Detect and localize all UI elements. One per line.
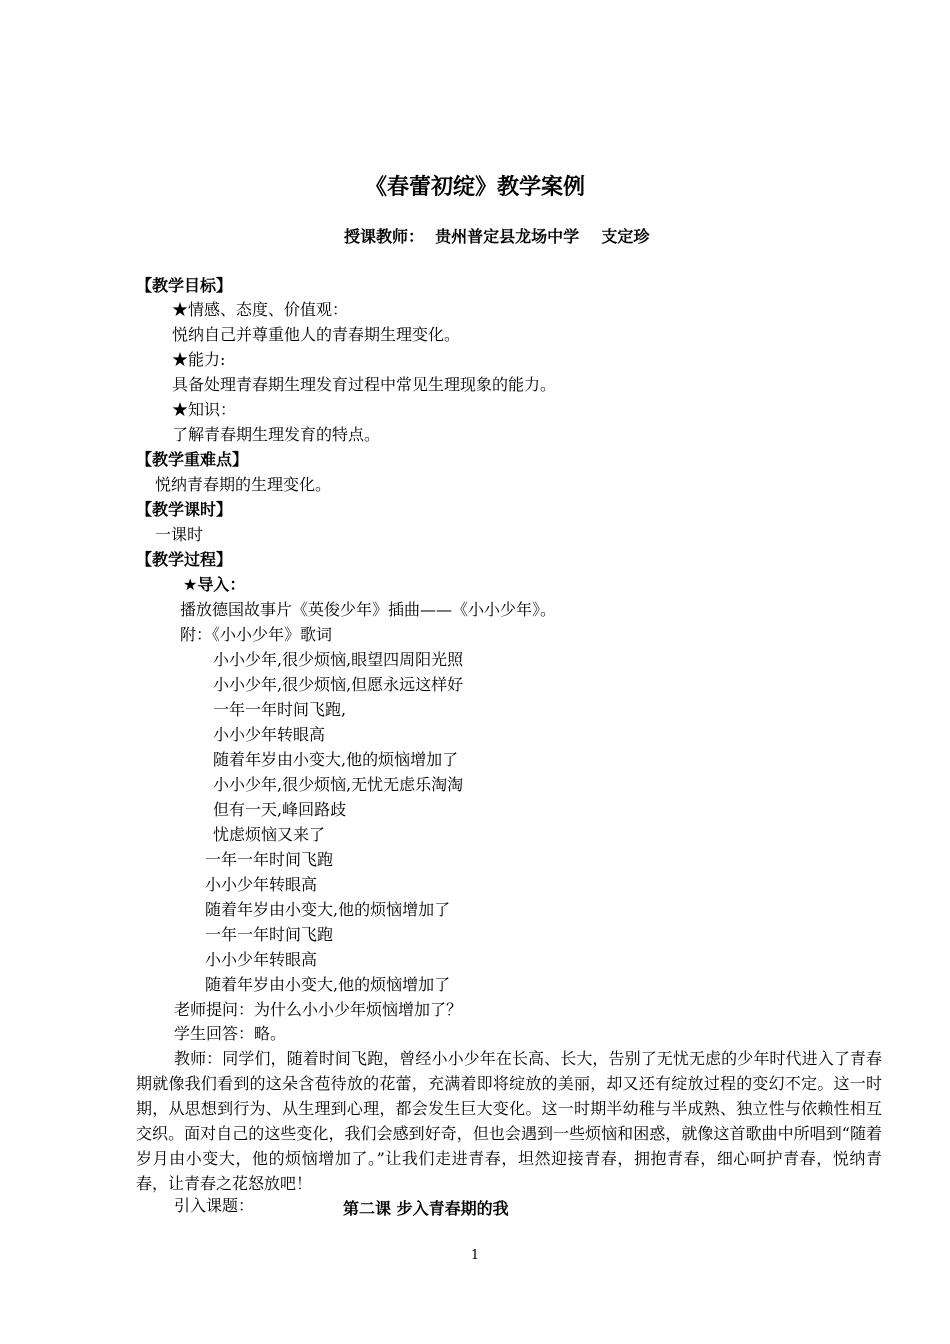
lyric-line: 忧虑烦恼又来了 <box>213 825 326 844</box>
goal-knowledge-label: ★知识： <box>172 400 237 419</box>
student-answer: 学生回答：略。 <box>174 1024 287 1043</box>
keypoint-header: 【教学重难点】 <box>136 450 249 469</box>
lyric-line: 一年一年时间飞跑 <box>205 850 334 869</box>
page-number: 1 <box>470 1248 480 1263</box>
goal-ability-text: 具备处理青春期生理发育过程中常见生理现象的能力。 <box>172 375 557 394</box>
author-line: 授课教师： 贵州普定县龙场中学 支定珍 <box>344 227 650 246</box>
lyric-line: 小小少年,很少烦恼,但愿永远这样好 <box>213 675 464 694</box>
goal-ability-label: ★能力: <box>172 350 226 369</box>
lyric-line: 小小少年转眼高 <box>205 950 318 969</box>
lyrics-label: 附：《小小少年》歌词 <box>180 625 333 644</box>
lyric-line: 随着年岁由小变大,他的烦恼增加了 <box>205 975 451 994</box>
lyric-line: 但有一天,峰回路歧 <box>213 800 347 819</box>
lyric-line: 小小少年,很少烦恼,眼望四周阳光照 <box>213 650 464 669</box>
goal-emotion-text: 悦纳自己并尊重他人的青春期生理变化。 <box>172 325 461 344</box>
goals-header: 【教学目标】 <box>136 276 233 295</box>
goal-emotion-label: ★情感、态度、价值观： <box>172 300 349 319</box>
lyric-line: 小小少年,很少烦恼,无忧无虑乐淘淘 <box>213 775 464 794</box>
hours-header: 【教学课时】 <box>136 500 233 519</box>
lyric-line: 小小少年转眼高 <box>205 875 318 894</box>
lyric-line: 小小少年转眼高 <box>213 725 326 744</box>
hours-text: 一课时 <box>155 525 204 544</box>
teacher-question: 老师提问：为什么小小少年烦恼增加了？ <box>174 1000 463 1019</box>
process-header: 【教学过程】 <box>136 550 233 569</box>
lyric-line: 一年一年时间飞跑 <box>205 925 334 944</box>
keypoint-text: 悦纳青春期的生理变化。 <box>155 475 332 494</box>
document-title: 《春蕾初绽》教学案例 <box>364 175 585 200</box>
goal-knowledge-text: 了解青春期生理发育的特点。 <box>172 425 381 444</box>
lyric-line: 随着年岁由小变大,他的烦恼增加了 <box>213 750 459 769</box>
topic-label: 引入课题： <box>174 1196 255 1215</box>
lyric-line: 随着年岁由小变大,他的烦恼增加了 <box>205 900 451 919</box>
topic-title: 第二课 步入青春期的我 <box>343 1199 509 1218</box>
lyric-line: 一年一年时间飞跑, <box>213 700 347 719</box>
intro-text: 播放德国故事片《英俊少年》插曲——《小小少年》。 <box>180 600 557 619</box>
teacher-paragraph: 教师：同学们，随着时间飞跑，曾经小小少年在长高、长大，告别了无忧无虑的少年时代进入了青春期就像我们看到的这朵含苞待放的花蕾，充满着即将绽放的美丽，却又还有绽放过程的变幻不定。这一时期，从思想到行为、从生理到心理，都会发生巨大变化。这一时期半幼稚与半成熟、独立性与依赖性相互交织。面对自己的这些变化，我们会感到好奇，但也会遇到一些烦恼和困惑，就像这首歌曲中所唱到“随着岁月由小变大，他的烦恼增加了。”让我们走进青春，坦然迎接青春，拥抱青春，细心呵护青春，悦纳青春，让青春之花怒放吧！ <box>136 1049 882 1193</box>
intro-label: ★导入： <box>183 575 246 594</box>
